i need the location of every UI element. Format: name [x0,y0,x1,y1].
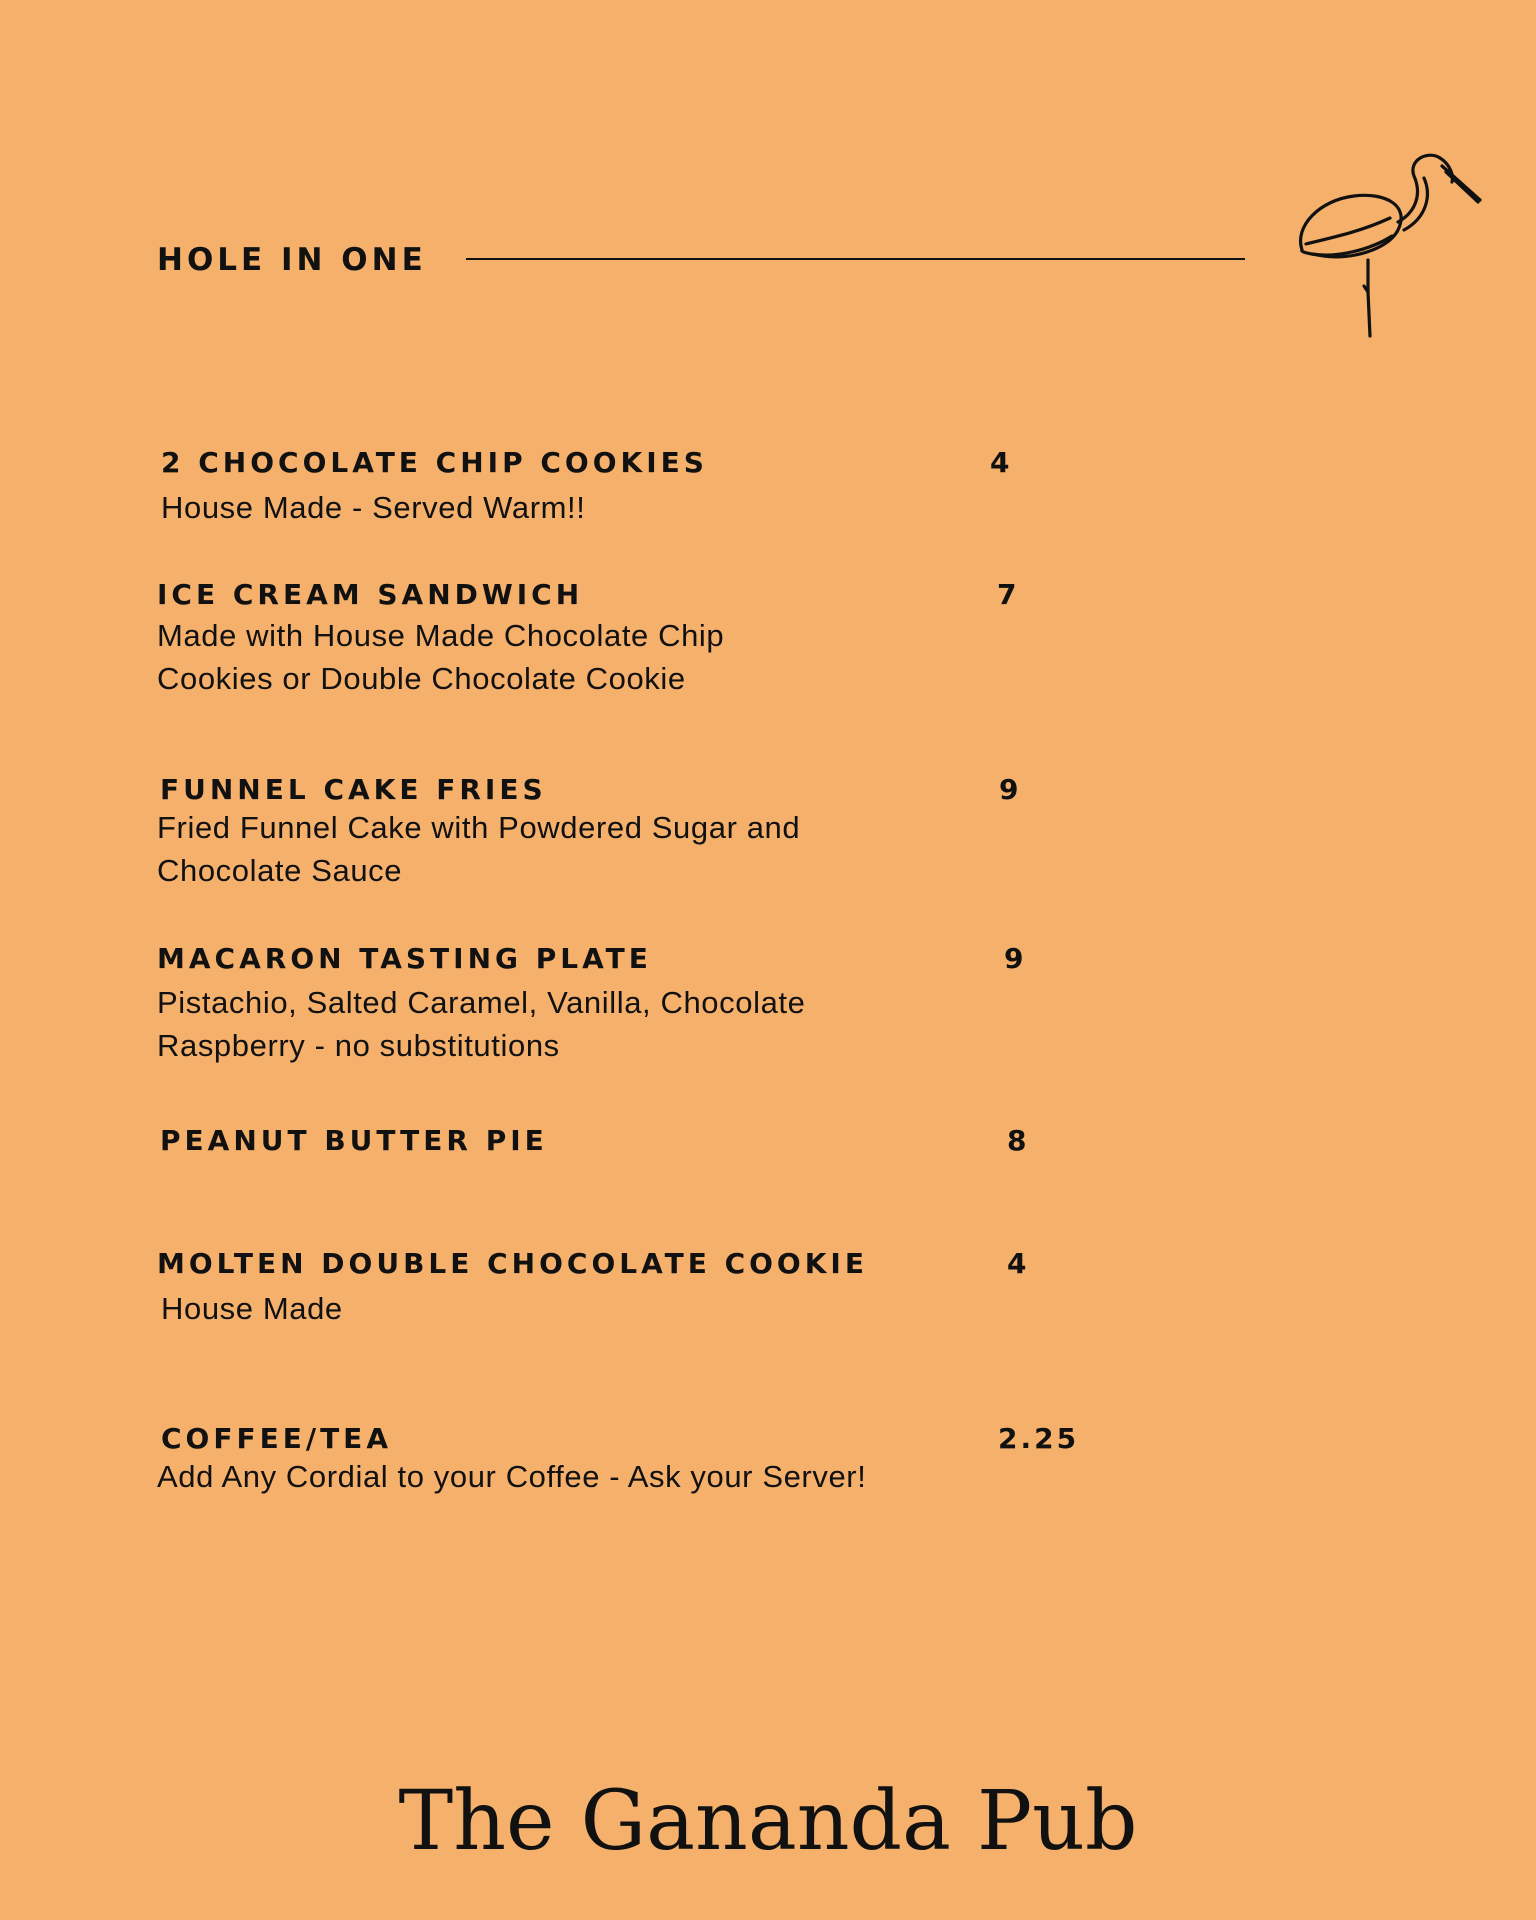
item-name: COFFEE/TEA [161,1422,392,1455]
item-price: 9 [1004,942,1027,975]
item-price: 2.25 [998,1422,1080,1455]
item-name: PEANUT BUTTER PIE [160,1124,548,1157]
item-price: 4 [1007,1247,1030,1280]
item-description: Add Any Cordial to your Coffee - Ask your Server! [157,1459,867,1494]
item-description: House Made [161,1291,343,1326]
item-description: Pistachio, Salted Caramel, Vanilla, Chocolate Raspberry - no substitutions [157,985,806,1063]
item-description: Made with House Made Chocolate Chip Cookies or Double Chocolate Cookie [157,618,725,696]
item-price: 4 [990,446,1013,479]
section-heading: HOLE IN ONE [157,242,427,278]
heading-divider [466,258,1245,260]
item-name: MACARON TASTING PLATE [157,942,652,975]
heron-bird-icon [1290,146,1490,342]
item-description: Fried Funnel Cake with Powdered Sugar and Chocolate Sauce [157,810,801,888]
item-price: 9 [999,773,1022,806]
item-name: ICE CREAM SANDWICH [157,578,584,611]
item-name: 2 CHOCOLATE CHIP COOKIES [161,446,708,479]
pub-name: The Gananda Pub [398,1774,1138,1869]
item-name: FUNNEL CAKE FRIES [160,773,547,806]
item-price: 8 [1007,1124,1030,1157]
item-description: House Made - Served Warm!! [161,490,586,525]
item-price: 7 [997,578,1020,611]
item-name: MOLTEN DOUBLE CHOCOLATE COOKIE [157,1247,868,1280]
